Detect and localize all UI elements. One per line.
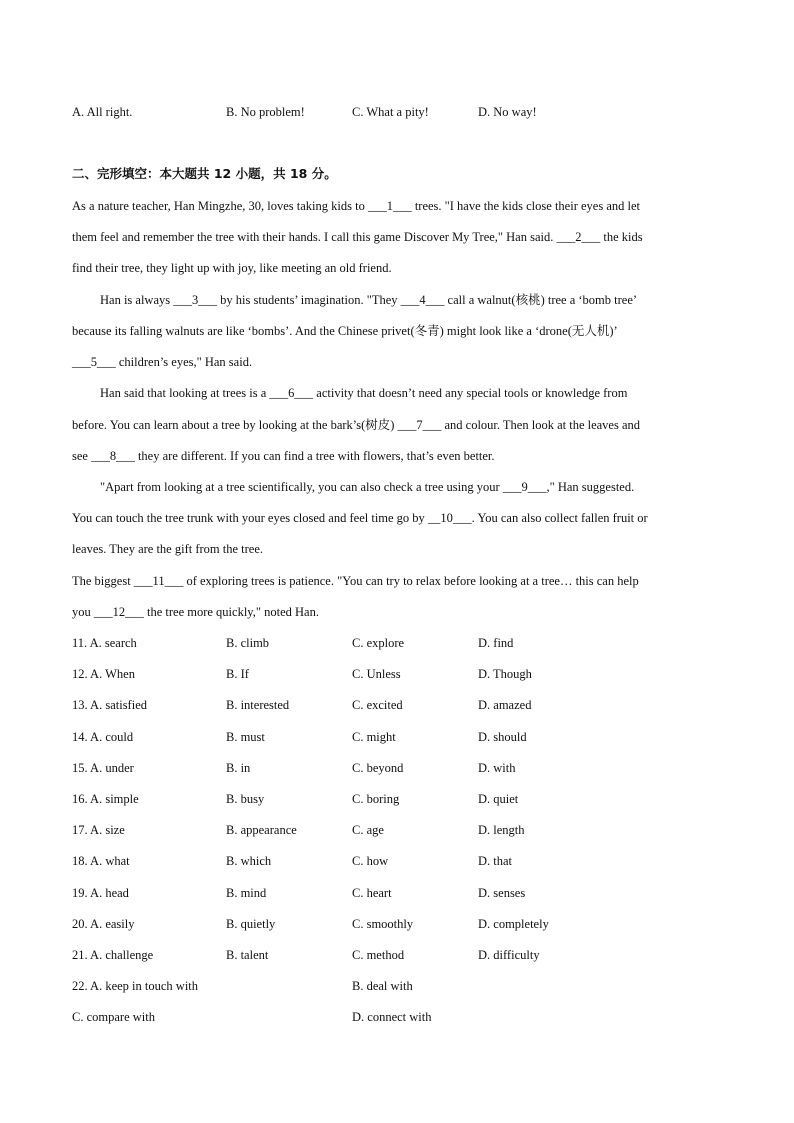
option-a: 16. A. simple [72, 792, 139, 806]
passage-line: The biggest ___11___ of exploring trees is patience. "You can try to relax before looking at a tree… this can help [72, 574, 639, 588]
passage-line: you ___12___ the tree more quickly," noted Han. [72, 605, 319, 619]
option-d: D. connect with [352, 1010, 432, 1024]
option-c: C. age [352, 823, 384, 837]
option-b: B. If [226, 667, 249, 681]
option-d: D. amazed [478, 698, 532, 712]
passage-line: before. You can learn about a tree by looking at the bark’s(树皮) ___7___ and colour. Then look at the leaves and [72, 418, 641, 432]
option-c: C. explore [352, 636, 405, 650]
option-d: D. length [478, 823, 525, 837]
option-a: 19. A. head [72, 886, 129, 900]
passage-line: because its falling walnuts are like ‘bombs’. And the Chinese privet(冬青) might look like a ‘drone(无人机)’ [72, 324, 618, 338]
prev-option-b: B. No problem! [226, 105, 305, 119]
passage-line: "Apart from looking at a tree scientifically, you can also check a tree using your ___9___," Han suggested. [100, 480, 635, 494]
option-d: D. completely [478, 917, 549, 931]
passage-line: Han said that looking at trees is a ___6___ activity that doesn’t need any special tools or knowledge from [100, 386, 628, 400]
option-a: 17. A. size [72, 823, 125, 837]
option-d: D. Though [478, 667, 532, 681]
option-d: D. quiet [478, 792, 519, 806]
section-title-mid: 小题，共 [231, 166, 290, 181]
option-a: 18. A. what [72, 854, 130, 868]
option-a: 21. A. challenge [72, 948, 154, 962]
option-b: B. quietly [226, 917, 276, 931]
option-a: 15. A. under [72, 761, 134, 775]
passage-line: You can touch the tree trunk with your eyes closed and feel time go by __10___. You can also collect fallen fruit or [72, 511, 648, 525]
option-b: B. which [226, 854, 272, 868]
option-c: C. excited [352, 698, 403, 712]
option-b: B. deal with [352, 979, 413, 993]
option-b: B. mind [226, 886, 267, 900]
option-a: 22. A. keep in touch with [72, 979, 199, 993]
option-b: B. in [226, 761, 251, 775]
option-a: 14. A. could [72, 730, 134, 744]
option-c: C. heart [352, 886, 392, 900]
option-d: D. should [478, 730, 527, 744]
option-a: 11. A. search [72, 636, 137, 650]
passage-line: ___5___ children’s eyes," Han said. [72, 355, 253, 369]
option-c: C. how [352, 854, 389, 868]
passage-line: leaves. They are the gift from the tree. [72, 542, 264, 556]
passage-line: Han is always ___3___ by his students’ imagination. "They ___4___ call a walnut(核桃) tree a ‘bomb tree’ [100, 293, 638, 307]
prev-option-c: C. What a pity! [352, 105, 429, 119]
option-c: C. compare with [72, 1010, 155, 1024]
option-a: 20. A. easily [72, 917, 135, 931]
passage-line: them feel and remember the tree with their hands. I call this game Discover My Tree," Han said. ___2___ the kids [72, 230, 643, 244]
option-b: B. interested [226, 698, 290, 712]
passage-line: find their tree, they light up with joy, like meeting an old friend. [72, 261, 392, 275]
option-b: B. must [226, 730, 265, 744]
option-d: D. difficulty [478, 948, 540, 962]
option-c: C. beyond [352, 761, 404, 775]
section-count: 12 [213, 166, 232, 181]
option-d: D. find [478, 636, 514, 650]
section-score: 18 [289, 166, 308, 181]
option-b: B. climb [226, 636, 270, 650]
option-b: B. talent [226, 948, 269, 962]
option-c: C. smoothly [352, 917, 414, 931]
option-d: D. that [478, 854, 513, 868]
option-b: B. appearance [226, 823, 297, 837]
option-d: D. with [478, 761, 516, 775]
option-c: C. Unless [352, 667, 401, 681]
section-title-prefix: 二、完形填空：本大题共 [72, 166, 214, 181]
section-heading [72, 166, 337, 182]
prev-option-a: A. All right. [72, 105, 133, 119]
passage-line: see ___8___ they are different. If you can find a tree with flowers, that’s even better. [72, 449, 495, 463]
prev-option-d: D. No way! [478, 105, 537, 119]
option-a: 13. A. satisfied [72, 698, 147, 712]
option-a: 12. A. When [72, 667, 135, 681]
option-c: C. might [352, 730, 396, 744]
passage-line: As a nature teacher, Han Mingzhe, 30, loves taking kids to ___1___ trees. "I have the kids close their eyes and let [72, 199, 640, 213]
section-title-suffix: 分。 [307, 166, 337, 181]
option-b: B. busy [226, 792, 265, 806]
option-c: C. boring [352, 792, 400, 806]
option-c: C. method [352, 948, 405, 962]
option-d: D. senses [478, 886, 526, 900]
